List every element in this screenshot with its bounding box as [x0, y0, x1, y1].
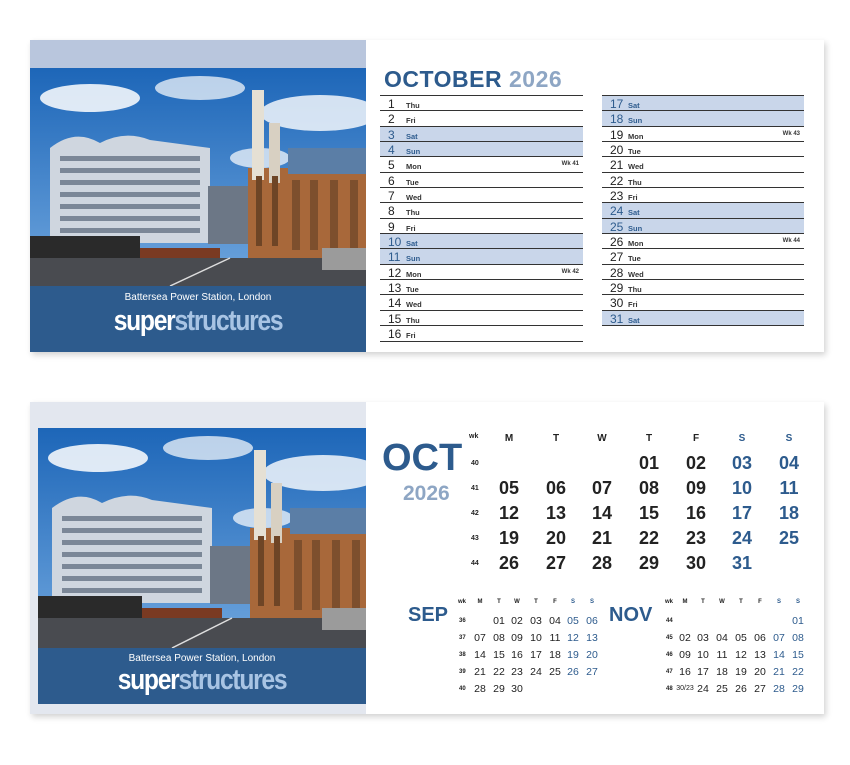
grid-month-name: OCT [382, 437, 463, 479]
day-name: Sun [406, 254, 421, 264]
day-row [380, 265, 583, 280]
date-cell: 19 [735, 666, 747, 678]
date-cell: 04 [716, 632, 728, 644]
day-number: 19 [610, 127, 624, 142]
day-row [380, 96, 583, 111]
date-cell: 21 [773, 666, 785, 678]
brand-logo-part2: structures [178, 664, 287, 696]
week-column-label: wk [469, 433, 479, 440]
date-cell: 19 [567, 649, 579, 661]
date-cell: 27 [754, 683, 766, 695]
day-list-right [602, 95, 804, 326]
month-name: OCTOBER [384, 66, 503, 92]
day-number: 9 [388, 219, 395, 234]
day-name: Mon [628, 131, 644, 141]
date-cell: 04 [778, 453, 800, 473]
weekday-header: F [692, 433, 700, 444]
day-name: Fri [628, 193, 638, 203]
week-number: 38 [459, 652, 466, 658]
date-cell: 08 [792, 632, 804, 644]
day-number: 8 [388, 204, 395, 219]
day-row [602, 311, 804, 326]
weekday-header: T [645, 433, 653, 444]
day-number: 16 [388, 327, 402, 342]
date-cell: 03 [731, 453, 753, 473]
date-cell: 09 [685, 478, 707, 498]
date-cell: 29 [792, 683, 804, 695]
date-cell: 01 [493, 615, 505, 627]
week-number: 46 [666, 652, 673, 658]
date-cell: 09 [511, 632, 523, 644]
week-number: 40 [459, 686, 466, 692]
date-cell: 22 [493, 666, 505, 678]
date-cell: 09 [679, 649, 691, 661]
date-cell: 18 [716, 666, 728, 678]
date-cell: 22 [638, 528, 660, 548]
date-cell: 19 [498, 528, 520, 548]
weekday-header: S [570, 599, 575, 605]
day-number: 22 [610, 173, 624, 188]
week-number: 39 [459, 669, 466, 675]
date-cell: 04 [549, 615, 561, 627]
week-number: 41 [471, 485, 479, 492]
date-cell: 08 [638, 478, 660, 498]
week-number: Wk 42 [561, 268, 579, 275]
day-number: 26 [610, 235, 624, 250]
date-cell: 18 [549, 649, 561, 661]
battersea-photo-bottom [38, 428, 366, 648]
date-cell: 14 [474, 649, 486, 661]
date-cell: 06 [754, 632, 766, 644]
brand-logo-part1: super [113, 305, 175, 337]
date-cell: 27 [545, 553, 567, 573]
day-number: 31 [610, 311, 624, 326]
weekday-header: W [514, 599, 520, 605]
day-name: Sat [406, 239, 418, 249]
week-number: 48 [666, 686, 673, 692]
day-row [380, 111, 583, 126]
date-cell: 13 [754, 649, 766, 661]
day-number: 28 [610, 265, 624, 280]
week-number: 45 [666, 635, 673, 641]
date-cell: 12 [498, 503, 520, 523]
prev-month-name: SEP [408, 604, 449, 626]
date-cell: 30 [511, 683, 523, 695]
date-cell: 18 [778, 503, 800, 523]
day-name: Tue [406, 285, 419, 295]
date-cell: 10 [731, 478, 753, 498]
day-number: 6 [388, 173, 395, 188]
date-cell: 17 [530, 649, 542, 661]
weekday-header: M [504, 433, 514, 444]
date-cell: 28 [773, 683, 785, 695]
day-number: 27 [610, 250, 624, 265]
brand-logo-part2: structures [174, 305, 283, 337]
date-cell: 29 [638, 553, 660, 573]
date-cell: 25 [716, 683, 728, 695]
day-row [602, 96, 804, 111]
week-number: 43 [471, 535, 479, 542]
date-cell: 07 [591, 478, 613, 498]
weekday-header: T [701, 599, 705, 605]
date-cell: 06 [545, 478, 567, 498]
date-cell: 15 [638, 503, 660, 523]
week-number: 40 [471, 460, 479, 467]
week-number: 42 [471, 510, 479, 517]
day-name: Sat [406, 131, 418, 141]
date-cell: 16 [679, 666, 691, 678]
day-row [380, 142, 583, 157]
date-cell: 26 [567, 666, 579, 678]
day-number: 3 [388, 127, 395, 142]
weekday-header: F [758, 599, 762, 605]
date-cell: 02 [511, 615, 523, 627]
date-cell: 16 [685, 503, 707, 523]
week-number: Wk 41 [561, 161, 579, 168]
day-name: Thu [406, 315, 420, 325]
date-cell: 20 [754, 666, 766, 678]
week-number: 44 [666, 618, 673, 624]
day-number: 4 [388, 143, 395, 158]
day-number: 7 [388, 189, 395, 204]
date-cell: 13 [545, 503, 567, 523]
day-number: 15 [388, 311, 402, 326]
day-row [380, 326, 583, 341]
photo-caption: Battersea Power Station, London [124, 292, 272, 303]
day-row [380, 188, 583, 203]
day-row [380, 219, 583, 234]
weekday-header: T [497, 599, 501, 605]
date-cell: 28 [474, 683, 486, 695]
day-name: Sat [628, 208, 640, 218]
day-row [380, 295, 583, 310]
date-cell: 22 [792, 666, 804, 678]
date-cell: 21 [474, 666, 486, 678]
date-cell: 30 [685, 553, 707, 573]
grid-year: 2026 [403, 482, 450, 505]
weekday-header: T [739, 599, 743, 605]
week-number: 44 [471, 560, 479, 567]
day-name: Sun [628, 223, 643, 233]
date-cell: 07 [474, 632, 486, 644]
day-number: 11 [388, 250, 401, 265]
day-name: Thu [628, 177, 642, 187]
battersea-photo-top [30, 68, 366, 286]
day-name: Sun [628, 116, 643, 126]
day-name: Sun [406, 147, 421, 157]
date-cell: 10 [697, 649, 709, 661]
day-number: 18 [610, 112, 624, 127]
weekday-header: M [477, 599, 483, 605]
date-cell: 25 [778, 528, 800, 548]
date-cell: 08 [493, 632, 505, 644]
weekday-header: S [776, 599, 781, 605]
date-cell: 20 [586, 649, 598, 661]
date-cell: 15 [792, 649, 804, 661]
day-name: Mon [628, 239, 644, 249]
day-row [602, 249, 804, 264]
date-cell: 23 [685, 528, 707, 548]
weekday-header: S [795, 599, 800, 605]
date-cell: 21 [591, 528, 613, 548]
brand-logo [55, 305, 341, 338]
day-row [602, 203, 804, 218]
date-cell: 01 [638, 453, 660, 473]
day-name: Fri [406, 223, 416, 233]
date-cell: 29 [493, 683, 505, 695]
date-cell: 07 [773, 632, 785, 644]
day-row [602, 111, 804, 126]
date-cell: 10 [530, 632, 542, 644]
week-number: Wk 44 [782, 238, 800, 245]
day-number: 14 [388, 296, 402, 311]
day-row [380, 157, 583, 172]
week-number: 37 [459, 635, 466, 641]
day-row [380, 173, 583, 188]
photo-caption-bottom: Battersea Power Station, London [128, 653, 276, 664]
day-row [380, 203, 583, 218]
day-name: Sat [628, 315, 640, 325]
date-cell: 24 [731, 528, 753, 548]
day-number: 10 [388, 235, 402, 250]
day-name: Wed [406, 300, 422, 310]
day-list-left [380, 95, 583, 342]
date-cell: 01 [792, 615, 804, 627]
day-number: 29 [610, 281, 624, 296]
weekday-header: M [682, 599, 688, 605]
day-row [602, 295, 804, 310]
date-cell: 30/23 [676, 685, 694, 692]
month-title [384, 66, 562, 93]
brand-logo-bottom [63, 664, 342, 697]
day-row [602, 234, 804, 249]
next-month-name: NOV [609, 604, 653, 626]
day-name: Fri [406, 331, 416, 341]
weekday-header: S [738, 433, 746, 444]
date-cell: 15 [493, 649, 505, 661]
date-cell: 31 [731, 553, 753, 573]
date-cell: 02 [679, 632, 691, 644]
week-column-label: wk [665, 599, 674, 605]
day-number: 5 [388, 158, 395, 173]
date-cell: 28 [591, 553, 613, 573]
week-number: Wk 43 [782, 130, 800, 137]
day-name: Wed [628, 162, 644, 172]
weekday-header: T [534, 599, 538, 605]
weekday-header: T [552, 433, 560, 444]
date-cell: 26 [498, 553, 520, 573]
day-name: Mon [406, 269, 422, 279]
day-number: 12 [388, 265, 402, 280]
day-number: 17 [610, 97, 624, 111]
brand-panel-top [30, 286, 366, 352]
date-cell: 24 [697, 683, 709, 695]
date-cell: 05 [498, 478, 520, 498]
date-cell: 11 [716, 649, 728, 661]
date-cell: 12 [567, 632, 579, 644]
day-row [380, 249, 583, 264]
day-number: 1 [388, 97, 395, 111]
day-number: 20 [610, 143, 624, 158]
day-name: Thu [406, 208, 420, 218]
date-cell: 11 [549, 632, 561, 644]
weekday-header: S [589, 599, 594, 605]
brand-panel-bottom [38, 648, 366, 704]
brand-logo-part1: super [117, 664, 179, 696]
date-cell: 25 [549, 666, 561, 678]
date-cell: 12 [735, 649, 747, 661]
day-name: Fri [406, 116, 416, 126]
day-row [602, 157, 804, 172]
weekday-header: W [597, 433, 607, 444]
date-cell: 05 [567, 615, 579, 627]
day-row [380, 280, 583, 295]
weekday-header: F [553, 599, 557, 605]
weekday-header: W [719, 599, 725, 605]
date-cell: 14 [591, 503, 613, 523]
day-name: Tue [628, 254, 641, 264]
day-row [602, 265, 804, 280]
day-number: 24 [610, 204, 624, 219]
date-cell: 17 [697, 666, 709, 678]
day-name: Mon [406, 162, 422, 172]
date-cell: 16 [511, 649, 523, 661]
day-name: Thu [406, 101, 420, 110]
week-column-label: wk [458, 599, 467, 605]
date-cell: 02 [685, 453, 707, 473]
day-row [602, 127, 804, 142]
day-name: Fri [628, 300, 638, 310]
day-number: 25 [610, 219, 624, 234]
date-cell: 13 [586, 632, 598, 644]
day-row [602, 173, 804, 188]
date-cell: 03 [530, 615, 542, 627]
date-cell: 03 [697, 632, 709, 644]
day-number: 21 [610, 158, 624, 173]
week-number: 47 [666, 669, 673, 675]
date-cell: 06 [586, 615, 598, 627]
date-cell: 24 [530, 666, 542, 678]
day-number: 2 [388, 112, 395, 127]
day-row [602, 219, 804, 234]
date-cell: 17 [731, 503, 753, 523]
date-cell: 27 [586, 666, 598, 678]
day-name: Wed [628, 269, 644, 279]
day-name: Tue [628, 147, 641, 157]
day-name: Sat [628, 101, 640, 110]
day-name: Tue [406, 177, 419, 187]
day-name: Thu [628, 285, 642, 295]
day-row [380, 311, 583, 326]
day-row [380, 127, 583, 142]
week-number: 36 [459, 618, 466, 624]
date-cell: 23 [511, 666, 523, 678]
weekday-header: S [785, 433, 793, 444]
day-row [602, 280, 804, 295]
day-number: 23 [610, 189, 624, 204]
date-cell: 26 [735, 683, 747, 695]
day-name: Wed [406, 193, 422, 203]
date-cell: 11 [779, 478, 799, 498]
day-number: 13 [388, 281, 402, 296]
day-row [380, 234, 583, 249]
date-cell: 14 [773, 649, 785, 661]
day-number: 30 [610, 296, 624, 311]
date-cell: 20 [545, 528, 567, 548]
day-row [602, 188, 804, 203]
month-year: 2026 [508, 66, 563, 92]
date-cell: 05 [735, 632, 747, 644]
day-row [602, 142, 804, 157]
